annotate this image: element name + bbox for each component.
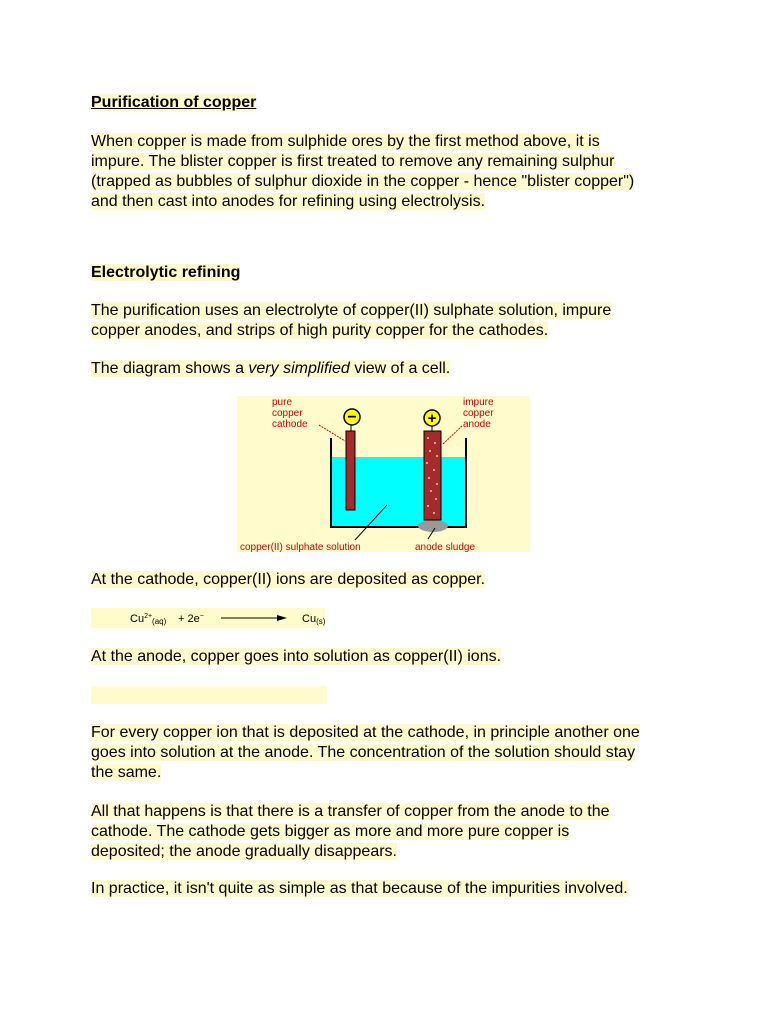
equation-svg xyxy=(91,608,325,628)
paragraph-text: In practice, it isn't quite as simple as that because of the impurities involved. xyxy=(91,880,628,897)
section-heading-purification xyxy=(91,93,256,113)
paragraph-text: the same. xyxy=(91,764,162,781)
cathode-label-line: cathode xyxy=(272,419,308,430)
paragraph-text: At the anode, copper goes into solution as copper(II) ions. xyxy=(91,648,502,665)
heading-text: Electrolytic refining xyxy=(91,264,241,281)
paragraph-2-line-2 xyxy=(91,321,548,341)
paragraph-1-line-3 xyxy=(91,172,634,192)
equation-electrons: + 2e− xyxy=(178,613,204,625)
anode-label-line: anode xyxy=(463,419,491,430)
paragraph-text: and then cast into anodes for refining using electrolysis. xyxy=(91,193,486,210)
paragraph-4 xyxy=(91,570,485,590)
minus-sign: − xyxy=(347,409,357,426)
paragraph-text: When copper is made from sulphide ores by the first method above, it is xyxy=(91,133,600,150)
anode-equation-placeholder xyxy=(91,686,327,704)
electrolysis-cell-diagram xyxy=(237,396,530,552)
paragraph-7-line-3 xyxy=(91,842,397,862)
anode-label-line: copper xyxy=(463,408,494,419)
plus-sign: + xyxy=(427,410,437,427)
paragraph-text: At the cathode, copper(II) ions are deposited as copper. xyxy=(91,571,486,588)
paragraph-text: impure. The blister copper is first treated to remove any remaining sulphur xyxy=(91,153,615,170)
cathode-label-line: pure xyxy=(272,397,293,408)
paragraph-6-line-2 xyxy=(91,743,635,763)
paragraph-5 xyxy=(91,647,501,667)
equation-product: Cu(s) xyxy=(302,613,325,626)
paragraph-text: copper anodes, and strips of high purity copper for the cathodes. xyxy=(91,322,549,339)
paragraph-text: For every copper ion that is deposited at the cathode, in principle another one xyxy=(91,724,640,741)
paragraph-1-line-1 xyxy=(91,132,600,152)
anode-label-line: impure xyxy=(463,397,494,408)
cathode-equation xyxy=(91,608,325,628)
heading-text: Purification of copper xyxy=(91,94,257,111)
paragraph-text: The purification uses an electrolyte of copper(II) sulphate solution, impure xyxy=(91,302,612,319)
paragraph-text: All that happens is that there is a transfer of copper from the anode to the xyxy=(91,803,610,820)
paragraph-1-line-2 xyxy=(91,152,615,172)
paragraph-2-line-1 xyxy=(91,301,611,321)
paragraph-7-line-1 xyxy=(91,802,610,822)
paragraph-7-line-2 xyxy=(91,822,569,842)
paragraph-8 xyxy=(91,879,628,899)
paragraph-text: deposited; the anode gradually disappears. xyxy=(91,843,397,860)
anode-pointer xyxy=(443,426,462,444)
anode-electrode xyxy=(424,431,441,520)
equation-reactant: $Cu^{2+}_{(aq)}$ xyxy=(130,613,167,626)
paragraph-text: view of a cell. xyxy=(349,360,451,377)
paragraph-text: (trapped as bubbles of sulphur dioxide in the copper - hence "blister copper") xyxy=(91,173,635,190)
paragraph-6-line-3 xyxy=(91,763,161,783)
paragraph-1-line-4 xyxy=(91,192,485,212)
paragraph-3 xyxy=(91,359,450,379)
cathode-label-line: copper xyxy=(272,408,303,419)
emphasis-text: very simplified xyxy=(248,360,350,377)
paragraph-text: The diagram shows a xyxy=(91,360,249,377)
section-heading-electrolytic xyxy=(91,263,240,283)
diagram-svg xyxy=(237,396,530,552)
arrow-head-icon xyxy=(277,615,287,621)
sludge-label: anode sludge xyxy=(415,542,476,552)
paragraph-text: goes into solution at the anode. The concentration of the solution should stay xyxy=(91,744,636,761)
cathode-electrode xyxy=(346,431,355,510)
paragraph-6-line-1 xyxy=(91,723,640,743)
solution-label: copper(II) sulphate solution xyxy=(240,542,361,552)
anode-sludge xyxy=(418,520,448,532)
paragraph-text: cathode. The cathode gets bigger as more and more pure copper is xyxy=(91,823,570,840)
